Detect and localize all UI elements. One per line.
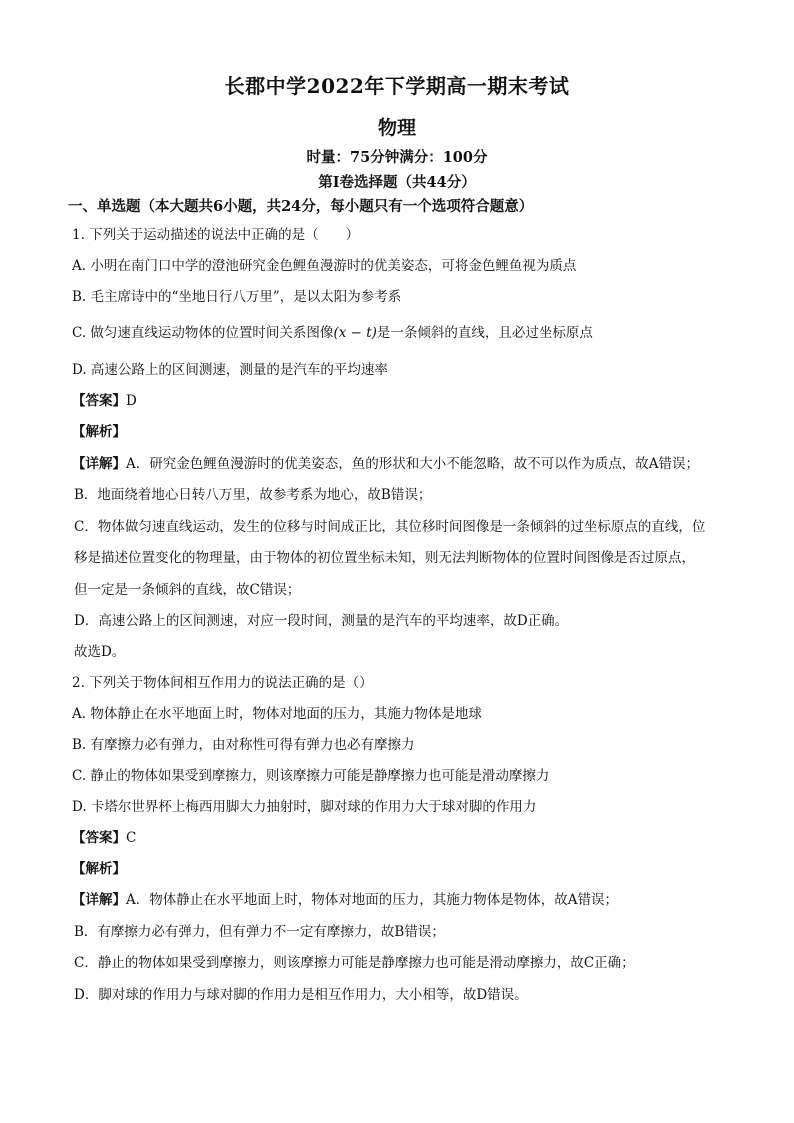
q2-answer-value: C — [126, 830, 137, 846]
q2-detail-1 — [72, 890, 618, 910]
q1-detail-1-text: A．研究金色鲤鱼漫游时的优美姿态，鱼的形状和大小不能忽略，故不可以作为质点，故A错误； — [126, 456, 699, 472]
q1-option-c — [72, 323, 593, 343]
q1-option-a: A. 小明在南门口中学的澄池研究金色鲤鱼漫游时的优美姿态，可将金色鲤鱼视为质点 — [72, 258, 577, 274]
q2-analysis-tag: 【解析】 — [72, 861, 126, 877]
q1-detail-1 — [72, 454, 699, 474]
q1-option-c-pre: C. 做匀速直线运动物体的位置时间关系图像 — [72, 325, 334, 341]
q1-detail-3: C．物体做匀速直线运动，发生的位移与时间成正比，其位移时间图像是一条倾斜的过坐标原点的直线，位 — [74, 519, 706, 535]
exam-title: 长郡中学2022年下学期高一期末考试 — [224, 74, 570, 98]
q1-answer — [72, 391, 137, 411]
q2-answer-tag: 【答案】 — [72, 830, 126, 846]
q1-option-c-math: (x − t) — [333, 325, 377, 341]
q1-stem: 1. 下列关于运动描述的说法中正确的是（ ） — [72, 227, 360, 243]
q2-option-c: C. 静止的物体如果受到摩擦力，则该摩擦力可能是静摩擦力也可能是滑动摩擦力 — [72, 768, 550, 784]
q1-detail-7: 故选D。 — [74, 644, 126, 660]
q1-answer-value: D — [126, 393, 137, 409]
q2-stem: 2. 下列关于物体间相互作用力的说法正确的是（） — [72, 675, 373, 691]
q1-detail-2: B．地面绕着地心日转八万里，故参考系为地心，故B错误； — [74, 487, 432, 503]
q1-answer-tag: 【答案】 — [72, 393, 126, 409]
q1-option-c-post: 是一条倾斜的直线，且必过坐标原点 — [376, 325, 593, 341]
q1-detail-4: 移是描述位置变化的物理量，由于物体的初位置坐标未知，则无法判断物体的位置时间图像是否过原点， — [74, 550, 695, 566]
q1-detail-6: D．高速公路上的区间测速，对应一段时间，测量的是汽车的平均速率，故D正确。 — [74, 613, 569, 629]
subject-title: 物理 — [377, 117, 416, 139]
q2-detail-tag: 【详解】 — [72, 892, 126, 908]
q1-detail-5: 但一定是一条倾斜的直线，故C错误； — [74, 582, 301, 598]
q1-option-b: B. 毛主席诗中的“坐地日行八万里”，是以太阳为参考系 — [72, 289, 402, 305]
q2-detail-4: D．脚对球的作用力与球对脚的作用力是相互作用力，大小相等，故D错误。 — [74, 987, 528, 1003]
time-info: 时量：75分钟满分：100分 — [306, 149, 488, 166]
q2-option-b: B. 有摩擦力必有弹力，由对称性可得有弹力也必有摩擦力 — [72, 737, 415, 753]
q2-detail-2: B．有摩擦力必有弹力，但有弹力不一定有摩擦力，故B错误； — [74, 924, 445, 940]
q1-option-d: D. 高速公路上的区间测速，测量的是汽车的平均速率 — [72, 362, 388, 378]
q2-detail-1-text: A．物体静止在水平地面上时，物体对地面的压力，其施力物体是物体，故A错误； — [126, 892, 618, 908]
q2-detail-3: C．静止的物体如果受到摩擦力，则该摩擦力可能是静摩擦力也可能是滑动摩擦力，故C正确； — [74, 955, 635, 971]
q2-option-a: A. 物体静止在水平地面上时，物体对地面的压力，其施力物体是地球 — [72, 706, 482, 722]
volume-title: 第I卷选择题（共44分） — [318, 174, 476, 191]
section-heading: 一、单选题（本大题共6小题，共24分，每小题只有一个选项符合题意） — [68, 198, 534, 215]
q1-analysis-tag: 【解析】 — [72, 424, 126, 440]
q2-option-d: D. 卡塔尔世界杯上梅西用脚大力抽射时，脚对球的作用力大于球对脚的作用力 — [72, 799, 537, 815]
q2-answer — [72, 828, 136, 848]
q1-detail-tag: 【详解】 — [72, 456, 126, 472]
